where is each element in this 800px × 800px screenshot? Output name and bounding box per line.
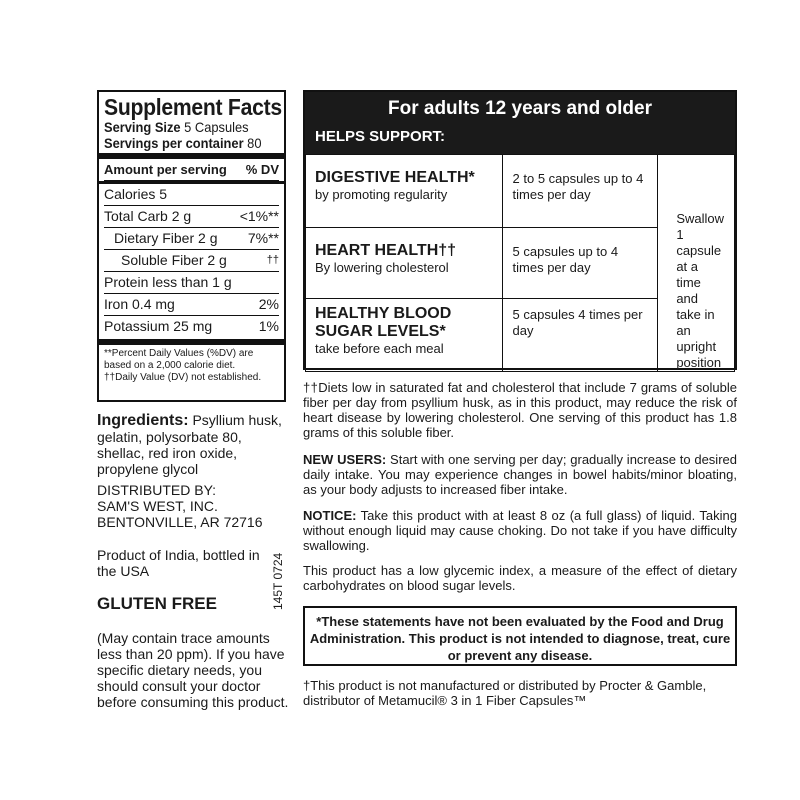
supplement-facts-title: Supplement Facts [104,94,282,120]
benefit-subtitle: take before each meal [315,340,444,356]
diets-paragraph: ††Diets low in saturated fat and cholesterol that include 7 grams of soluble fiber per day from psyllium husk, as in this product, may reduce the risk of heart disease by lowering cholesterol. One serving of this product has 1.8 grams of this soluble fiber. [303,380,737,440]
usage-table [305,154,735,372]
benefit-subtitle: by promoting regularity [315,187,448,202]
gluten-free-text: (May contain trace amounts less than 20 ppm). If you have specific dietary needs, you should consult your doctor before consuming this product. [97,630,289,710]
fda-disclaimer: *These statements have not been evaluated by the Food and Drug Administration. This product is not intended to diagnose, treat, cure or prevent any disease. [303,606,737,666]
servings-per-container: Servings per container 80 [104,135,262,151]
facts-row: Iron 0.4 mg 2% [104,294,279,316]
origin-text: Product of India, bottled in the USA [97,547,260,579]
serving-size: Serving Size 5 Capsules [104,119,249,135]
benefit-title: DIGESTIVE HEALTH* [315,169,475,186]
procter-gamble-note: †This product is not manufactured or distributed by Procter & Gamble, distributor of Metamucil® 3 in 1 Fiber Capsules™ [303,678,707,708]
distributor-line: SAM'S WEST, INC. [97,498,218,514]
new-users-paragraph: NEW USERS: Start with one serving per day; gradually increase to desired daily intake. You may experience changes in bowel habits/minor bloating, as your body adjusts to increased fiber intake. [303,452,737,497]
facts-row: Soluble Fiber 2 g †† [104,250,279,272]
glycemic-paragraph: This product has a low glycemic index, a measure of the effect of dietary carbohydrates on blood sugar levels. [303,563,737,593]
benefit-subtitle: By lowering cholesterol [315,260,449,275]
dose-cell: 5 capsules up to 4 times per day [502,228,658,299]
facts-row: Protein less than 1 g [104,272,279,294]
benefit-title: HEART HEALTH†† [315,242,457,259]
facts-header-row: Amount per serving % DV [104,159,279,181]
usage-row [306,155,735,228]
facts-row: Potassium 25 mg 1% [104,318,279,334]
distributor-block [97,482,289,530]
distributor-line: BENTONVILLE, AR 72716 [97,514,263,530]
notice-paragraph: NOTICE: Take this product with at least 8 oz (a full glass) of liquid. Taking without enough liquid may cause choking. Do not take if you have difficulty swallowing. [303,508,737,553]
facts-footnote: ††Daily Value (DV) not established. [104,372,262,383]
usage-panel-header [305,92,735,154]
benefit-cell [306,228,503,299]
benefit-cell [306,298,503,371]
facts-row: Dietary Fiber 2 g 7%** [104,228,279,250]
usage-panel [303,90,737,370]
dose-cell: 2 to 5 capsules up to 4 times per day [502,155,658,228]
facts-row-calories: Calories 5 [104,184,279,206]
lot-code: 145T 0724 [271,552,285,610]
helps-support-heading: HELPS SUPPORT: [315,128,446,145]
swallow-cell: Swallow 1 capsule at a time and take in an upright position [658,155,735,372]
divider [99,339,284,345]
benefit-cell [306,155,503,228]
supplement-facts-panel [97,90,286,402]
age-heading: For adults 12 years and older [388,98,652,119]
gluten-free-title: GLUTEN FREE [97,594,217,613]
benefit-title: HEALTHY BLOOD SUGAR LEVELS* [315,304,452,340]
ingredients: Ingredients: Psyllium husk, gelatin, polysorbate 80, shellac, red iron oxide, propylene glycol [97,412,282,477]
distributor-line: DISTRIBUTED BY: [97,482,217,498]
facts-row: Total Carb 2 g <1%** [104,206,279,228]
dose-cell: 5 capsules 4 times per day [502,298,658,371]
facts-footnote: **Percent Daily Values (%DV) are based on a 2,000 calorie diet. [104,348,254,371]
